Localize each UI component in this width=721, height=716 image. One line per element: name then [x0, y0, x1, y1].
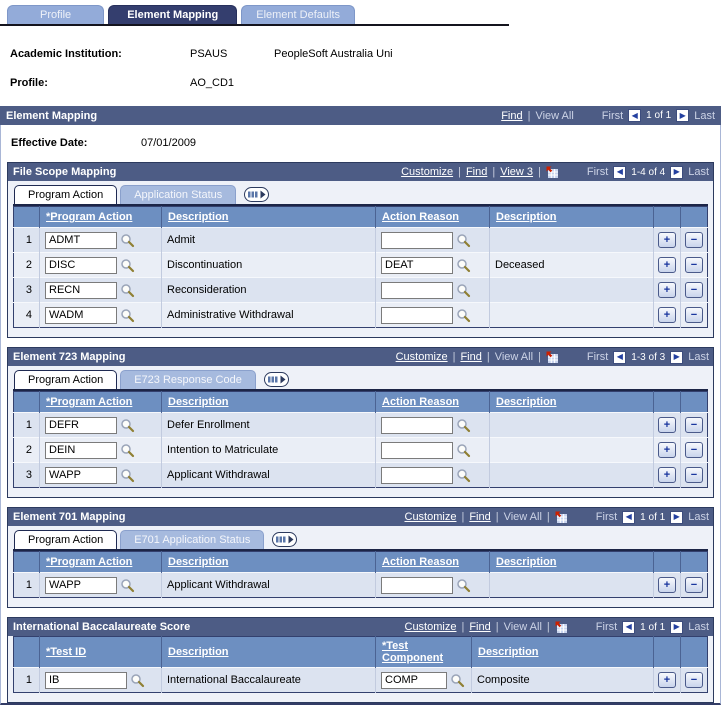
grid-header-row	[14, 637, 708, 668]
header-fields	[10, 48, 721, 89]
group-box-content	[8, 366, 713, 497]
international-baccalaureate-score-grid	[13, 636, 708, 693]
group-box-title: Element 701 Mapping	[13, 511, 126, 523]
add-row-button[interactable]: +	[658, 442, 676, 458]
reason-description-cell	[490, 413, 654, 438]
rows-position: 1-3 of 3	[631, 351, 666, 363]
academic-institution-label: Academic Institution:	[10, 48, 122, 60]
separator: |	[538, 351, 541, 363]
group-box-header	[8, 618, 713, 636]
row-number-header	[14, 207, 40, 228]
grid-tabs	[13, 185, 708, 206]
group-box-title: International Baccalaureate Score	[13, 621, 191, 633]
group-box-content	[8, 181, 713, 337]
grid-tab-program-action[interactable]: Program Action	[14, 530, 117, 549]
action-reason-input[interactable]	[381, 307, 453, 324]
row-number: 1	[14, 413, 40, 438]
lookup-icon[interactable]	[456, 468, 471, 483]
view-all-link[interactable]: View All	[494, 351, 534, 363]
table-row	[14, 438, 708, 463]
lookup-icon[interactable]	[120, 418, 135, 433]
next-rows-icon[interactable]: ▶	[670, 511, 683, 524]
last-link[interactable]: Last	[694, 109, 715, 122]
element-701-mapping-grid	[13, 551, 708, 598]
find-link[interactable]: Find	[501, 109, 523, 122]
row-number: 3	[14, 278, 40, 303]
tab-underline	[0, 24, 509, 26]
description-cell: Admit	[162, 228, 376, 253]
column-header: Description	[472, 637, 654, 668]
column-header: Action Reason	[376, 207, 490, 228]
separator: |	[461, 621, 465, 633]
table-row	[14, 573, 708, 598]
separator: |	[546, 511, 550, 523]
rows-position: 1 of 1	[640, 511, 666, 523]
table-row	[14, 228, 708, 253]
lookup-icon[interactable]	[450, 673, 465, 688]
grid-tab-program-action[interactable]: Program Action	[14, 370, 117, 389]
delete-column-header	[681, 552, 708, 573]
page-tabs	[7, 5, 721, 24]
separator: |	[495, 511, 499, 523]
grid-header-row	[14, 207, 708, 228]
reason-description-cell	[490, 573, 654, 598]
lookup-icon[interactable]	[456, 443, 471, 458]
description-cell: Intention to Matriculate	[162, 438, 376, 463]
delete-row-button[interactable]: −	[685, 577, 703, 593]
first-link[interactable]: First	[595, 621, 618, 633]
lookup-icon[interactable]	[130, 673, 145, 688]
separator: |	[458, 166, 461, 178]
delete-row-button[interactable]: −	[685, 232, 703, 248]
lookup-icon[interactable]	[120, 443, 135, 458]
effective-date-value: 07/01/2009	[141, 137, 197, 149]
action-reason-input[interactable]	[381, 282, 453, 299]
next-rows-icon[interactable]: ▶	[670, 166, 683, 179]
reason-description-cell: Composite	[472, 668, 654, 693]
effective-date-row	[11, 137, 714, 149]
program-action-input[interactable]	[45, 257, 117, 274]
lookup-icon[interactable]	[120, 308, 135, 323]
prev-rows-icon[interactable]: ◀	[613, 351, 626, 364]
lookup-icon[interactable]	[456, 578, 471, 593]
delete-row-button[interactable]: −	[685, 467, 703, 483]
program-action-input[interactable]	[45, 577, 117, 594]
separator: |	[486, 351, 490, 363]
row-number: 2	[14, 253, 40, 278]
program-action-input[interactable]	[45, 442, 117, 459]
test-component-input[interactable]	[381, 672, 447, 689]
prev-rows-icon[interactable]: ◀	[622, 511, 635, 524]
group-box-header	[8, 508, 713, 526]
academic-institution-code: PSAUS	[190, 48, 228, 60]
rows-position: 1-4 of 4	[631, 166, 666, 178]
lookup-icon[interactable]	[120, 578, 135, 593]
row-number: 1	[14, 573, 40, 598]
add-row-button[interactable]: +	[658, 672, 676, 688]
column-header: Description	[162, 207, 376, 228]
column-header: Description	[162, 392, 376, 413]
separator: |	[452, 351, 456, 363]
lookup-icon[interactable]	[120, 283, 135, 298]
grid-tab-e723-response-code[interactable]: E723 Response Code	[120, 370, 256, 389]
add-row-button[interactable]: +	[658, 577, 676, 593]
row-number: 1	[14, 228, 40, 253]
row-number: 3	[14, 463, 40, 488]
column-header: Action Reason	[376, 552, 490, 573]
add-row-button[interactable]: +	[658, 417, 676, 433]
delete-row-button[interactable]: −	[685, 672, 703, 688]
delete-row-button[interactable]: −	[685, 257, 703, 273]
grid-tab-application-status[interactable]: Application Status	[120, 185, 236, 204]
action-reason-input[interactable]	[381, 442, 453, 459]
first-link[interactable]: First	[586, 166, 609, 178]
column-header: Description	[162, 552, 376, 573]
description-cell: Defer Enrollment	[162, 413, 376, 438]
last-link[interactable]: Last	[688, 511, 709, 523]
lookup-icon[interactable]	[120, 468, 135, 483]
grid-tab-e701-application-status[interactable]: E701 Application Status	[120, 530, 264, 549]
next-rows-icon[interactable]: ▶	[670, 621, 683, 634]
reason-description-cell	[490, 438, 654, 463]
delete-row-button[interactable]: −	[685, 417, 703, 433]
add-column-header	[654, 207, 681, 228]
row-number-header	[14, 637, 40, 668]
download-to-excel-icon[interactable]	[555, 621, 568, 634]
table-row	[14, 278, 708, 303]
download-to-excel-icon[interactable]	[555, 511, 568, 524]
academic-institution-row	[10, 48, 721, 60]
lookup-icon[interactable]	[456, 283, 471, 298]
reason-description-cell	[490, 303, 654, 328]
row-position: 1 of 1	[646, 110, 672, 121]
next-row-icon[interactable]: ▶	[676, 109, 689, 122]
row-number: 4	[14, 303, 40, 328]
customize-link[interactable]: Customize	[404, 621, 457, 633]
reason-description-cell: Deceased	[490, 253, 654, 278]
group-box-title: Element 723 Mapping	[13, 351, 126, 363]
add-column-header	[654, 637, 681, 668]
customize-link[interactable]: Customize	[404, 511, 457, 523]
find-link[interactable]: Find	[469, 511, 491, 523]
view-link[interactable]: View 3	[500, 166, 534, 178]
lookup-icon[interactable]	[456, 233, 471, 248]
grid-tab-program-action[interactable]: Program Action	[14, 185, 117, 204]
description-cell: Applicant Withdrawal	[162, 573, 376, 598]
lookup-icon[interactable]	[120, 258, 135, 273]
effective-date-label: Effective Date:	[11, 137, 88, 149]
lookup-icon[interactable]	[456, 258, 471, 273]
last-link[interactable]: Last	[688, 621, 709, 633]
find-link[interactable]: Find	[460, 351, 482, 363]
add-row-button[interactable]: +	[658, 232, 676, 248]
row-number-header	[14, 552, 40, 573]
view-all-link[interactable]: View All	[503, 511, 542, 523]
program-action-input[interactable]	[45, 282, 117, 299]
column-header: Action Reason	[376, 392, 490, 413]
customize-link[interactable]: Customize	[395, 351, 448, 363]
action-reason-input[interactable]	[381, 257, 453, 274]
reason-description-cell	[490, 228, 654, 253]
group-box-element-701-mapping	[7, 507, 714, 608]
description-cell: Administrative Withdrawal	[162, 303, 376, 328]
customize-link[interactable]: Customize	[401, 166, 454, 178]
separator: |	[546, 621, 550, 633]
tab-profile[interactable]: Profile	[7, 5, 104, 24]
program-action-input[interactable]	[45, 307, 117, 324]
first-link[interactable]: First	[601, 109, 624, 122]
find-link[interactable]: Find	[465, 166, 488, 178]
group-box-content	[8, 526, 713, 607]
file-scope-mapping-grid	[13, 206, 708, 328]
view-all-link[interactable]: View All	[503, 621, 542, 633]
action-reason-input[interactable]	[381, 467, 453, 484]
column-header: Description	[490, 207, 654, 228]
separator: |	[492, 166, 496, 178]
grid-tabs	[13, 530, 708, 551]
tab-element-mapping[interactable]: Element Mapping	[108, 5, 237, 24]
level-bar	[0, 106, 721, 125]
description-cell: Reconsideration	[162, 278, 376, 303]
group-box-international-baccalaureate-score	[7, 617, 714, 703]
table-row	[14, 253, 708, 278]
separator: |	[461, 511, 465, 523]
separator: |	[538, 166, 541, 178]
description-cell: International Baccalaureate	[162, 668, 376, 693]
tab-element-defaults[interactable]: Element Defaults	[241, 5, 355, 24]
description-cell: Discontinuation	[162, 253, 376, 278]
description-cell: Applicant Withdrawal	[162, 463, 376, 488]
download-to-excel-icon[interactable]	[546, 166, 559, 179]
academic-institution-description: PeopleSoft Australia Uni	[274, 48, 393, 60]
level-bar-title: Element Mapping	[6, 109, 98, 122]
next-rows-icon[interactable]: ▶	[670, 351, 683, 364]
column-header: *Test ID	[40, 637, 162, 668]
column-header: Description	[490, 392, 654, 413]
show-all-columns-icon[interactable]	[272, 532, 297, 547]
add-column-header	[654, 392, 681, 413]
profile-row	[10, 77, 721, 89]
find-link[interactable]: Find	[469, 621, 491, 633]
grid-tabs	[13, 370, 708, 391]
column-header: *Program Action	[40, 207, 162, 228]
add-column-header	[654, 552, 681, 573]
group-box-file-scope-mapping	[7, 162, 714, 338]
row-number: 1	[14, 668, 40, 693]
prev-rows-icon[interactable]: ◀	[613, 166, 626, 179]
group-box-element-723-mapping	[7, 347, 714, 498]
element-723-mapping-grid	[13, 391, 708, 488]
column-header: *Program Action	[40, 392, 162, 413]
add-row-button[interactable]: +	[658, 257, 676, 273]
view-all-link[interactable]: View All	[535, 109, 574, 122]
delete-row-button[interactable]: −	[685, 442, 703, 458]
show-all-columns-icon[interactable]	[264, 372, 289, 387]
program-action-input[interactable]	[45, 417, 117, 434]
delete-column-header	[681, 637, 708, 668]
action-reason-input[interactable]	[381, 417, 453, 434]
reason-description-cell	[490, 463, 654, 488]
lookup-icon[interactable]	[456, 308, 471, 323]
first-link[interactable]: First	[586, 351, 609, 363]
row-number-header	[14, 392, 40, 413]
table-row	[14, 413, 708, 438]
profile-label: Profile:	[10, 77, 48, 89]
delete-column-header	[681, 207, 708, 228]
show-all-columns-icon[interactable]	[244, 187, 269, 202]
test-id-input[interactable]	[45, 672, 127, 689]
first-link[interactable]: First	[595, 511, 618, 523]
program-action-input[interactable]	[45, 232, 117, 249]
column-header: *Program Action	[40, 552, 162, 573]
delete-row-button[interactable]: −	[685, 307, 703, 323]
last-link[interactable]: Last	[688, 166, 709, 178]
group-box-header	[8, 348, 713, 366]
download-to-excel-icon[interactable]	[546, 351, 559, 364]
program-action-input[interactable]	[45, 467, 117, 484]
prev-rows-icon[interactable]: ◀	[622, 621, 635, 634]
delete-column-header	[681, 392, 708, 413]
column-header: Description	[490, 552, 654, 573]
grid-header-row	[14, 392, 708, 413]
lookup-icon[interactable]	[120, 233, 135, 248]
profile-value: AO_CD1	[190, 77, 235, 89]
last-link[interactable]: Last	[688, 351, 709, 363]
element-mapping-scroll-area	[0, 125, 721, 705]
column-header: Description	[162, 637, 376, 668]
grid-header-row	[14, 552, 708, 573]
action-reason-input[interactable]	[381, 577, 453, 594]
delete-row-button[interactable]: −	[685, 282, 703, 298]
prev-row-icon[interactable]: ◀	[628, 109, 641, 122]
row-number: 2	[14, 438, 40, 463]
action-reason-input[interactable]	[381, 232, 453, 249]
table-row	[14, 668, 708, 693]
reason-description-cell	[490, 278, 654, 303]
lookup-icon[interactable]	[456, 418, 471, 433]
separator: |	[495, 621, 499, 633]
group-box-title: File Scope Mapping	[13, 166, 117, 178]
table-row	[14, 303, 708, 328]
add-row-button[interactable]: +	[658, 467, 676, 483]
column-header: *Test Component	[376, 637, 472, 668]
separator: |	[527, 109, 531, 122]
rows-position: 1 of 1	[640, 621, 666, 633]
group-box-header	[8, 163, 713, 181]
add-row-button[interactable]: +	[658, 282, 676, 298]
add-row-button[interactable]: +	[658, 307, 676, 323]
table-row	[14, 463, 708, 488]
group-box-content	[8, 636, 713, 702]
